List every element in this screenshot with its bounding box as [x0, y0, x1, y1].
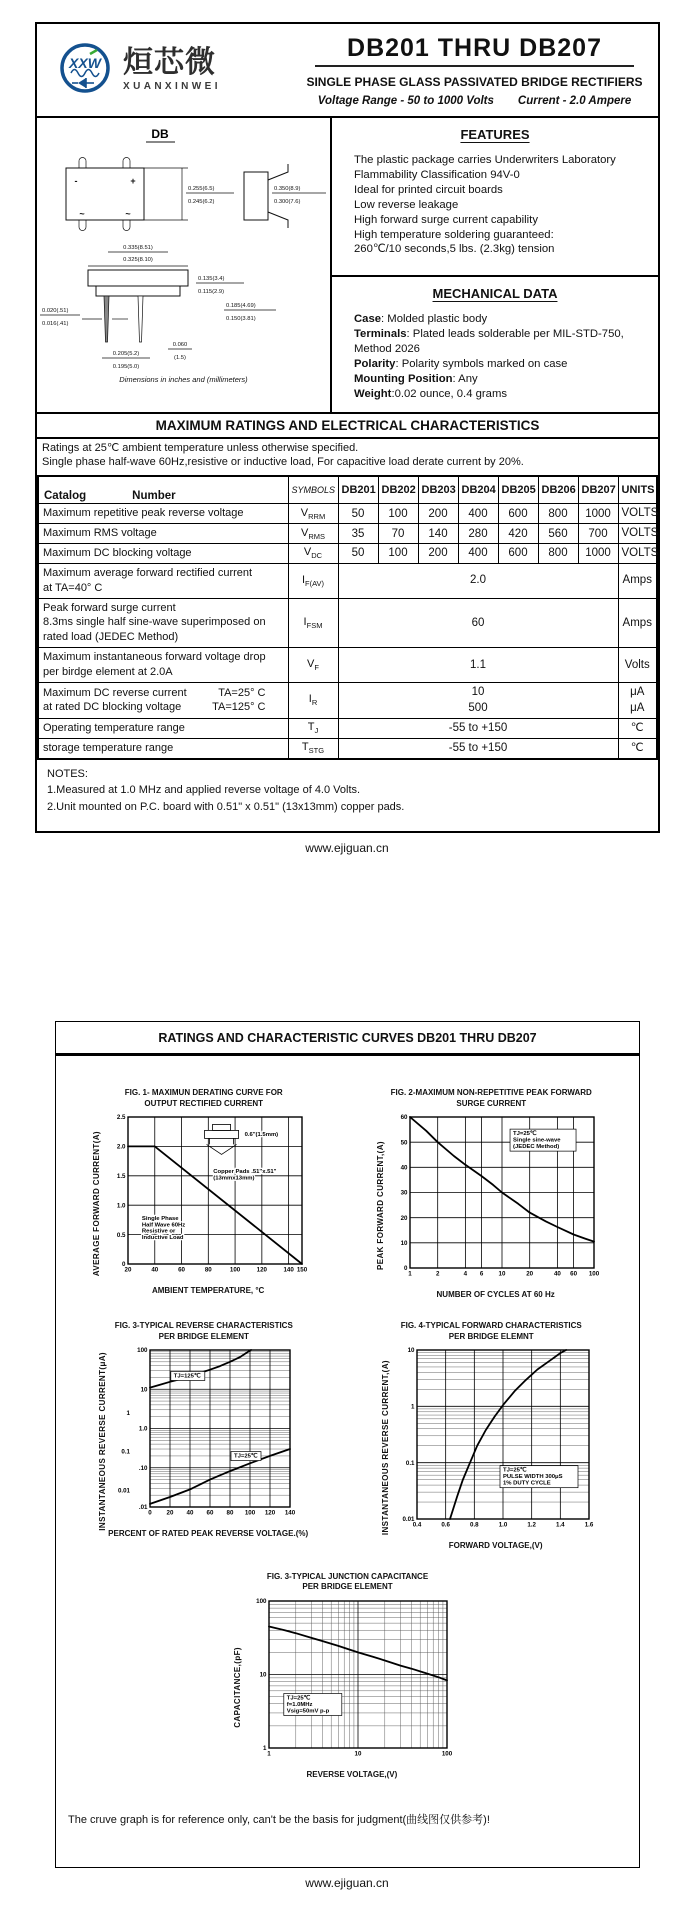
svg-text:100: 100: [230, 1266, 241, 1274]
svg-text:0: 0: [403, 1265, 408, 1273]
svg-text:0: 0: [148, 1509, 152, 1517]
mechanical-item: Weight:0.02 ounce, 0.4 grams: [354, 387, 508, 400]
value-cell: 400: [458, 504, 498, 524]
notes: [37, 760, 658, 832]
svg-text:150: 150: [296, 1266, 308, 1274]
svg-text:120: 120: [264, 1509, 276, 1517]
logo-mark-icon: [57, 42, 115, 98]
svg-text:.01: .01: [139, 1504, 148, 1512]
svg-text:1: 1: [407, 1270, 412, 1278]
svg-text:2.0: 2.0: [117, 1143, 126, 1151]
merged-value-cell: 2.0: [338, 563, 618, 598]
feature-item: 260℃/10 seconds,5 lbs. (2.3kg) tension: [354, 243, 555, 256]
fig1-y-axis-label: AVERAGE FORWARD CURRENT(A): [92, 1131, 102, 1277]
ratings-table: [37, 475, 658, 759]
brand-name-chinese: 烜芯微: [123, 46, 216, 79]
svg-text:0.016(.41): 0.016(.41): [41, 321, 68, 327]
units-cell: Volts: [618, 648, 657, 683]
ratings-heading: MAXIMUM RATINGS AND ELECTRICAL CHARACTERISTICS: [37, 414, 658, 439]
voltage-range: Voltage Range - 50 to 1000 Volts: [317, 94, 494, 107]
svg-text:100: 100: [256, 1597, 267, 1605]
table-row: [38, 598, 657, 648]
svg-text:PULSE WIDTH 300μS: PULSE WIDTH 300μS: [502, 1473, 563, 1480]
mechanical-item: Method 2026: [354, 343, 420, 356]
table-row: [38, 739, 657, 759]
brand-logo: [37, 42, 297, 98]
merged-value-cell: 10 500: [338, 682, 618, 718]
parameter-label: Maximum repetitive peak reverse voltage: [38, 504, 288, 524]
svg-text:(JEDEC Method): (JEDEC Method): [512, 1144, 559, 1151]
features-list: [332, 153, 658, 257]
fig2-x-axis-label: NUMBER OF CYCLES AT 60 Hz: [436, 1290, 555, 1300]
curves-heading: RATINGS AND CHARACTERISTIC CURVES DB201 THRU DB207: [56, 1022, 639, 1056]
feature-item: Flammability Classification 94V-0: [354, 168, 520, 181]
value-cell: 800: [538, 544, 578, 564]
model-header: DB204: [458, 476, 498, 504]
mechanical-item: Mounting Position: Any: [354, 372, 478, 385]
svg-text:0.255(6.5): 0.255(6.5): [187, 186, 214, 192]
package-caption: Dimensions in inches and (millimeters): [119, 375, 248, 384]
fig3-title: FIG. 3-TYPICAL REVERSE CHARACTERISTICS PER BRIDGE ELEMENT: [114, 1321, 293, 1341]
polarity-minus-mark: -: [74, 176, 77, 186]
website-link[interactable]: www.ejiguan.cn: [305, 841, 389, 856]
svg-text:100: 100: [441, 1750, 453, 1758]
svg-text:0.135(3.4): 0.135(3.4): [197, 276, 224, 282]
svg-text:0.020(.51): 0.020(.51): [41, 308, 68, 314]
fig5-title: FIG. 3-TYPICAL JUNCTION CAPACITANCE PER BRIDGE ELEMENT: [266, 1571, 429, 1592]
svg-text:100: 100: [588, 1270, 599, 1278]
parameter-label: Maximum RMS voltage: [38, 524, 288, 544]
title-block: [297, 34, 658, 107]
svg-text:1.0: 1.0: [139, 1425, 148, 1433]
value-cell: 280: [458, 524, 498, 544]
value-cell: 200: [418, 504, 458, 524]
table-row: [38, 504, 657, 524]
svg-text:0.4: 0.4: [412, 1521, 421, 1529]
svg-text:0.01: 0.01: [402, 1516, 415, 1524]
svg-text:30: 30: [400, 1189, 408, 1197]
svg-text:0.8: 0.8: [469, 1521, 479, 1529]
fig2-title: FIG. 2-MAXIMUM NON-REPETITIVE PEAK FORWARD SURGE CURRENT: [390, 1088, 592, 1108]
value-cell: 200: [418, 544, 458, 564]
units-cell: VOLTS: [618, 504, 657, 524]
svg-text:0.350(8.9): 0.350(8.9): [273, 186, 300, 192]
drawing-and-features-row: [37, 118, 658, 414]
symbol-cell: $V_{DC}$: [288, 544, 338, 564]
svg-text:40: 40: [400, 1164, 408, 1172]
svg-text:120: 120: [256, 1266, 268, 1274]
svg-text:50: 50: [400, 1139, 408, 1147]
svg-text:0.245(6.2): 0.245(6.2): [187, 199, 214, 205]
brand-text: [123, 48, 221, 92]
parameter-label: Maximum instantaneous forward voltage drop per birdge element at 2.0A: [38, 648, 288, 683]
svg-text:2: 2: [435, 1270, 440, 1278]
svg-text:.10: .10: [139, 1464, 148, 1472]
svg-text:(13mmx13mm): (13mmx13mm): [213, 1175, 255, 1182]
ratings-summary-line: [297, 95, 652, 107]
mechanical-item: Polarity: Polarity symbols marked on case: [354, 358, 568, 371]
svg-text:TJ=25℃: TJ=25℃: [286, 1695, 311, 1702]
fig4-forward-characteristics-chart: [373, 1321, 609, 1550]
svg-text:10: 10: [140, 1386, 148, 1394]
svg-text:TJ=25℃: TJ=25℃: [512, 1131, 537, 1138]
parameter-label: Peak forward surge current 8.3ms single half sine-wave superimposed on rated load (JEDEC Method): [38, 598, 288, 648]
value-cell: 100: [378, 504, 418, 524]
model-header: DB202: [378, 476, 418, 504]
symbol-cell: $I_R$: [288, 682, 338, 718]
ac-wave-mark: ~: [78, 209, 85, 219]
symbol-cell: $V_{RMS}$: [288, 524, 338, 544]
merged-value-cell: -55 to +150: [338, 739, 618, 759]
svg-text:0.6: 0.6: [441, 1521, 450, 1529]
units-cell: VOLTS: [618, 524, 657, 544]
value-cell: 70: [378, 524, 418, 544]
table-row: [38, 648, 657, 683]
note-line: 1.Measured at 1.0 MHz and applied reverse voltage of 4.0 Volts.: [47, 784, 361, 797]
model-header: DB207: [578, 476, 618, 504]
title-underline: [315, 65, 635, 67]
svg-text:4: 4: [463, 1270, 467, 1278]
website-link[interactable]: www.ejiguan.cn: [305, 1875, 389, 1890]
ratings-conditions: [37, 439, 658, 476]
symbol-cell: $I_{FSM}$: [288, 598, 338, 648]
svg-text:0.335(8.51): 0.335(8.51): [122, 245, 153, 251]
svg-text:Vsig=50mV p-p: Vsig=50mV p-p: [286, 1707, 330, 1714]
svg-text:TJ=25℃: TJ=25℃: [234, 1453, 258, 1460]
model-header: DB203: [418, 476, 458, 504]
svg-text:60: 60: [206, 1509, 214, 1517]
features-heading: FEATURES: [460, 127, 530, 142]
svg-text:Single sine-wave: Single sine-wave: [512, 1137, 561, 1144]
svg-text:0.1: 0.1: [405, 1459, 415, 1467]
svg-text:60: 60: [569, 1270, 577, 1278]
fig1-derating-chart: [85, 1088, 323, 1299]
symbol-cell: $I_{F(AV)}$: [288, 563, 338, 598]
svg-text:(1.5): (1.5): [173, 355, 186, 361]
brand-name-english: XUANXINWEI: [123, 81, 221, 92]
model-header: DB206: [538, 476, 578, 504]
symbol-cell: $T_{STG}$: [288, 739, 338, 759]
feature-item: Low reverse leakage: [354, 198, 459, 211]
fig1-x-axis-label: AMBIENT TEMPERATURE, °C: [151, 1286, 265, 1296]
svg-text:1% DUTY CYCLE: 1% DUTY CYCLE: [502, 1480, 551, 1487]
value-cell: 600: [498, 504, 538, 524]
value-cell: 700: [578, 524, 618, 544]
svg-text:1.6: 1.6: [584, 1521, 593, 1529]
svg-text:20: 20: [400, 1214, 408, 1222]
model-header: DB201: [338, 476, 378, 504]
mechanical-item: Case: Molded plastic body: [354, 313, 488, 326]
svg-text:1.5: 1.5: [117, 1173, 126, 1181]
mechanical-list: [332, 312, 658, 401]
svg-text:0.150(3.81): 0.150(3.81): [225, 316, 256, 322]
units-cell: VOLTS: [618, 544, 657, 564]
svg-text:80: 80: [226, 1509, 234, 1517]
fig2-plot: [386, 1112, 606, 1284]
table-row: [38, 524, 657, 544]
condition-line: Ratings at 25℃ ambient temperature unless otherwise specified.: [42, 441, 359, 454]
svg-text:0.060: 0.060: [172, 342, 187, 348]
page2-frame: [55, 1021, 640, 1867]
parameter-label: storage temperature range: [38, 739, 288, 759]
parameter-label: Maximum DC reverse current TA=25° C at rated DC blocking voltage TA=125° C: [38, 682, 288, 718]
value-cell: 1000: [578, 504, 618, 524]
logo-monogram: XXW: [69, 55, 101, 71]
value-cell: 420: [498, 524, 538, 544]
svg-text:0.01: 0.01: [118, 1487, 131, 1495]
svg-text:20: 20: [166, 1509, 174, 1517]
svg-text:1: 1: [410, 1403, 415, 1411]
svg-text:1.0: 1.0: [117, 1202, 126, 1210]
svg-text:Single Phase: Single Phase: [142, 1216, 179, 1223]
svg-text:1: 1: [126, 1409, 131, 1417]
header: [37, 24, 658, 118]
merged-value-cell: -55 to +150: [338, 719, 618, 739]
symbol-cell: $V_F$: [288, 648, 338, 683]
svg-text:100: 100: [137, 1347, 148, 1355]
symbol-cell: $V_{RRM}$: [288, 504, 338, 524]
fig5-y-axis-label: CAPACITANCE,(pF): [233, 1646, 243, 1728]
model-header: DB205: [498, 476, 538, 504]
catalog-number-header: Catalog Number: [44, 490, 176, 503]
svg-text:0.205(5.2): 0.205(5.2): [112, 351, 139, 357]
svg-text:Resistive or: Resistive or: [142, 1228, 176, 1235]
svg-text:40: 40: [553, 1270, 561, 1278]
current-rating: Current - 2.0 Ampere: [517, 94, 632, 107]
svg-text:2.5: 2.5: [117, 1114, 126, 1122]
value-cell: 35: [338, 524, 378, 544]
fig3-x-axis-label: PERCENT OF RATED PEAK REVERSE VOLTAGE.(%): [108, 1528, 309, 1538]
svg-text:1.0: 1.0: [498, 1521, 507, 1529]
units-cell: μA μA: [618, 682, 657, 718]
svg-text:0.1: 0.1: [121, 1448, 131, 1456]
svg-text:0.5: 0.5: [117, 1231, 126, 1239]
mechanical-heading: MECHANICAL DATA: [432, 286, 558, 302]
svg-text:40: 40: [151, 1266, 159, 1274]
note-line: 2.Unit mounted on P.C. board with 0.51" x 0.51" (13x13mm) copper pads.: [47, 800, 405, 813]
svg-text:10: 10: [498, 1270, 506, 1278]
value-cell: 1000: [578, 544, 618, 564]
feature-item: The plastic package carries Underwriters Laboratory: [354, 154, 616, 166]
svg-text:10: 10: [259, 1671, 267, 1679]
fig3-reverse-characteristics-chart: [91, 1321, 317, 1550]
svg-text:20: 20: [525, 1270, 533, 1278]
fig3-plot: [108, 1345, 300, 1523]
svg-text:6: 6: [479, 1270, 483, 1278]
mechanical-data-section: [332, 277, 658, 411]
merged-value-cell: 60: [338, 598, 618, 648]
units-cell: ℃: [618, 719, 657, 739]
svg-text:140: 140: [283, 1266, 294, 1274]
fig4-y-axis-label: INSTANTANEOUS REVERSE CURRENT,(A): [380, 1359, 390, 1535]
symbols-header: SYMBOLS: [288, 476, 338, 504]
units-header: UNITS: [618, 476, 657, 504]
svg-text:0.325(8.10): 0.325(8.10): [122, 257, 153, 263]
svg-text:Half Wave 60Hz: Half Wave 60Hz: [142, 1222, 186, 1229]
svg-text:60: 60: [400, 1114, 408, 1122]
table-row: [38, 544, 657, 564]
value-cell: 800: [538, 504, 578, 524]
units-cell: Amps: [618, 563, 657, 598]
value-cell: 50: [338, 504, 378, 524]
value-cell: 140: [418, 524, 458, 544]
symbol-cell: $T_J$: [288, 719, 338, 739]
parameter-label: Maximum DC blocking voltage: [38, 544, 288, 564]
fig5-plot: [243, 1596, 461, 1764]
svg-text:60: 60: [178, 1266, 186, 1274]
figures-grid: [56, 1056, 639, 1784]
value-cell: 560: [538, 524, 578, 544]
table-header-row: [38, 476, 657, 504]
package-drawing: [37, 118, 332, 412]
svg-text:80: 80: [205, 1266, 212, 1274]
fig3-y-axis-label: INSTANTANEOUS REVERSE CURRENT(μA): [98, 1352, 108, 1531]
svg-text:0.195(5.0): 0.195(5.0): [112, 364, 139, 370]
disclaimer-text: The cruve graph is for reference only, can't be the basis for judgment(曲线图仅供参考)!: [68, 1813, 490, 1826]
package-outline-drawing: [38, 122, 330, 372]
svg-text:1: 1: [267, 1750, 271, 1758]
svg-text:1: 1: [262, 1744, 267, 1752]
value-cell: 600: [498, 544, 538, 564]
value-cell: 100: [378, 544, 418, 564]
merged-value-cell: 1.1: [338, 648, 618, 683]
svg-text:Copper Pads .51"x.51": Copper Pads .51"x.51": [213, 1168, 277, 1175]
features-column: [332, 118, 658, 412]
svg-text:0.300(7.6): 0.300(7.6): [273, 199, 300, 205]
ac-wave-mark: ~: [124, 209, 131, 219]
svg-text:0.6"(1.5mm): 0.6"(1.5mm): [244, 1132, 279, 1139]
svg-text:100: 100: [244, 1509, 256, 1517]
table-row: [38, 682, 657, 718]
fig5-junction-capacitance-chart: [230, 1572, 466, 1779]
units-cell: ℃: [618, 739, 657, 759]
svg-text:10: 10: [400, 1240, 408, 1248]
value-cell: 400: [458, 544, 498, 564]
svg-text:f=1.0MHz: f=1.0MHz: [286, 1701, 313, 1708]
fig1-title: FIG. 1- MAXIMUN DERATING CURVE FOR OUTPUT RECTIFIED CURRENT: [124, 1088, 283, 1108]
svg-text:10: 10: [354, 1750, 362, 1758]
svg-text:40: 40: [186, 1509, 194, 1517]
svg-text:Inductive Load: Inductive Load: [142, 1235, 184, 1242]
parameter-label: Maximum average forward rectified current at TA=40° C: [38, 563, 288, 598]
svg-text:TJ=125℃: TJ=125℃: [173, 1373, 201, 1380]
mechanical-item: Terminals: Plated leads solderable per MIL-STD-750,: [354, 328, 624, 341]
condition-line: Single phase half-wave 60Hz,resistive or inductive load, For capacitive load derate current by 20%.: [42, 456, 524, 469]
svg-text:0.185(4.69): 0.185(4.69): [225, 303, 256, 309]
package-name: DB: [150, 127, 169, 141]
svg-text:0: 0: [122, 1261, 126, 1269]
svg-text:1.2: 1.2: [527, 1521, 536, 1529]
doc-subtitle: SINGLE PHASE GLASS PASSIVATED BRIDGE RECTIFIERS: [306, 74, 643, 89]
fig4-title: FIG. 4-TYPICAL FORWARD CHARACTERISTICS PER BRIDGE ELEMNT: [400, 1321, 582, 1341]
fig4-x-axis-label: FORWARD VOLTAGE,(V): [448, 1540, 543, 1550]
value-cell: 50: [338, 544, 378, 564]
feature-item: Ideal for printed circuit boards: [354, 183, 503, 196]
svg-text:140: 140: [284, 1509, 296, 1517]
part-number-title: DB201 THRU DB207: [347, 33, 602, 62]
svg-text:0.115(2.9): 0.115(2.9): [197, 289, 224, 295]
fig2-surge-current-chart: [364, 1088, 619, 1299]
fig5-x-axis-label: REVERSE VOLTAGE,(V): [306, 1769, 398, 1779]
svg-text:20: 20: [124, 1266, 132, 1274]
svg-text:10: 10: [407, 1347, 415, 1355]
feature-item: High temperature soldering guaranteed:: [354, 228, 554, 241]
polarity-plus-mark: +: [129, 176, 136, 186]
table-row: [38, 719, 657, 739]
svg-text:1.4: 1.4: [555, 1521, 565, 1529]
fig1-plot: [102, 1112, 314, 1280]
svg-text:TJ=25℃: TJ=25℃: [502, 1467, 527, 1474]
datasheet-page: [0, 22, 694, 1890]
page1-frame: [35, 22, 660, 833]
note-line: NOTES:: [47, 767, 88, 780]
parameter-label: Operating temperature range: [38, 719, 288, 739]
feature-item: High forward surge current capability: [354, 213, 538, 226]
features-section: [332, 118, 658, 277]
table-row: [38, 563, 657, 598]
fig2-y-axis-label: PEAK FORWARD CURRENT,(A): [375, 1141, 385, 1271]
units-cell: Amps: [618, 598, 657, 648]
fig4-plot: [391, 1345, 601, 1535]
